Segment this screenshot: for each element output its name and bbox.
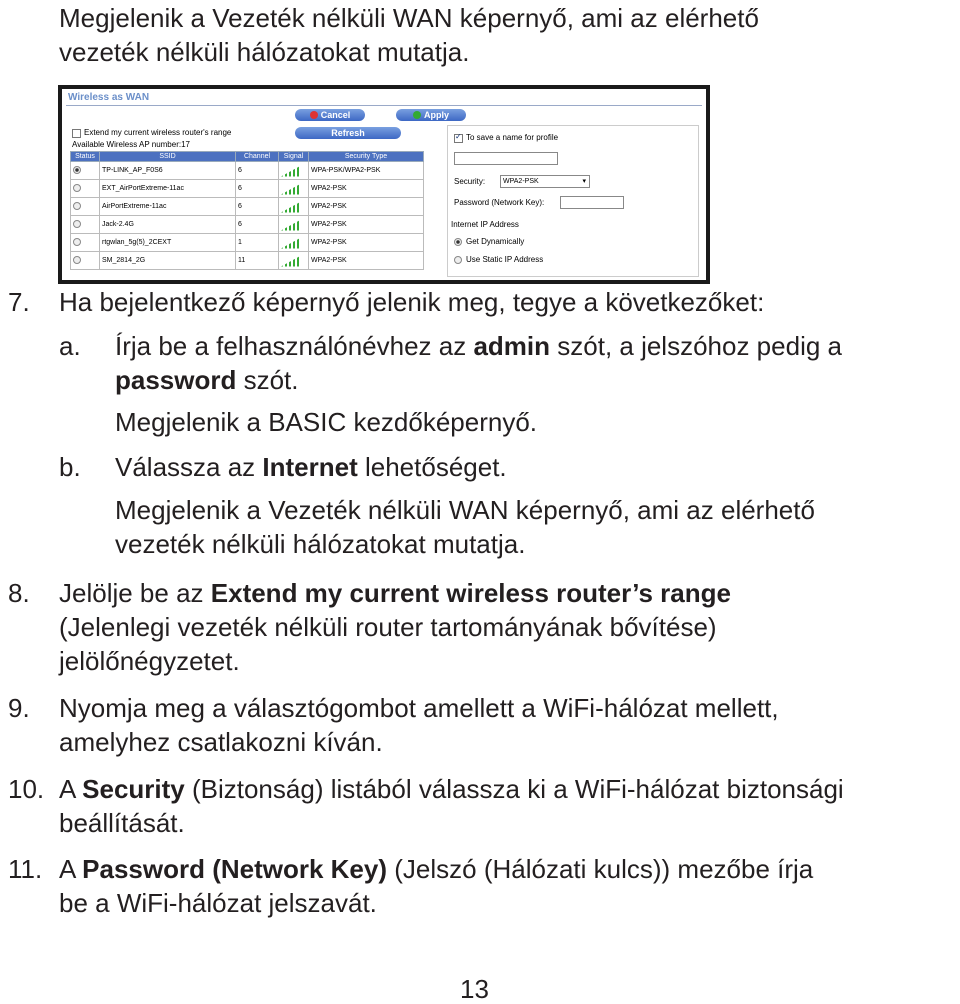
admin-keyword: admin — [473, 331, 551, 361]
ap-radio[interactable] — [73, 166, 81, 174]
cancel-button[interactable]: Cancel — [295, 109, 365, 121]
ap-radio[interactable] — [73, 202, 81, 210]
step-10-line-2: beállítását. — [59, 808, 185, 838]
ssid-cell: TP-LINK_AP_F0S6 — [100, 162, 236, 180]
dynamic-ip-radio[interactable] — [454, 238, 462, 246]
step-11-line-2: be a WiFi-hálózat jelszavát. — [59, 888, 377, 918]
screenshot-title: Wireless as WAN — [68, 92, 150, 103]
extend-range-label: Extend my current wireless router's range — [84, 128, 232, 137]
col-channel: Channel — [236, 152, 279, 162]
step-7b-letter: b. — [59, 452, 81, 482]
step-7b-line: Válassza az Internet lehetőséget. — [115, 452, 507, 482]
step-7a-result: Megjelenik a BASIC kezdőképernyő. — [115, 407, 538, 437]
step-7-number: 7. — [8, 287, 30, 317]
signal-icon — [281, 183, 303, 195]
security-cell: WPA2-PSK — [309, 180, 424, 198]
refresh-button[interactable]: Refresh — [295, 127, 401, 139]
apply-icon — [413, 111, 421, 119]
save-profile-checkbox[interactable] — [454, 134, 463, 143]
channel-cell: 6 — [236, 180, 279, 198]
step-9-number: 9. — [8, 693, 30, 723]
security-cell: WPA2-PSK — [309, 234, 424, 252]
ssid-cell: Jack-2.4G — [100, 216, 236, 234]
ssid-cell: EXT_AirPortExtreme-11ac — [100, 180, 236, 198]
step-7a-letter: a. — [59, 331, 81, 361]
password-keyword: password — [115, 365, 237, 395]
ap-radio[interactable] — [73, 238, 81, 246]
table-row — [71, 234, 424, 252]
signal-icon — [281, 255, 303, 267]
available-ap-count: Available Wireless AP number:17 — [72, 140, 190, 149]
step-9-line-1: Nyomja meg a választógombot amellett a WiFi-hálózat mellett, — [59, 693, 779, 723]
step-8-line-1: Jelölje be az Extend my current wireless router’s range — [59, 578, 731, 608]
ssid-cell: rtgwlan_5g(5)_2CEXT — [100, 234, 236, 252]
table-row — [71, 162, 424, 180]
table-row — [71, 216, 424, 234]
static-ip-label: Use Static IP Address — [466, 255, 544, 264]
ap-radio[interactable] — [73, 256, 81, 264]
ssid-cell: AirPortExtreme-11ac — [100, 198, 236, 216]
security-cell: WPA2-PSK — [309, 198, 424, 216]
step-8-line-3: jelölőnégyzetet. — [59, 646, 240, 676]
security-cell: WPA2-PSK — [309, 216, 424, 234]
channel-cell: 6 — [236, 162, 279, 180]
security-keyword: Security — [82, 774, 185, 804]
ap-table — [70, 151, 424, 270]
channel-cell: 6 — [236, 198, 279, 216]
step-10-number: 10. — [8, 774, 45, 804]
col-security: Security Type — [309, 152, 424, 162]
table-row — [71, 180, 424, 198]
col-signal: Signal — [279, 152, 309, 162]
signal-icon — [281, 165, 303, 177]
page-number: 13 — [460, 974, 489, 1004]
dynamic-ip-label: Get Dynamically — [466, 237, 525, 246]
step-7b-result-1: Megjelenik a Vezeték nélküli WAN képernyő, ami az elérhető — [115, 495, 815, 525]
step-8-line-2: (Jelenlegi vezeték nélküli router tartományának bővítése) — [59, 612, 717, 642]
step-11-line-1: A Password (Network Key) (Jelszó (Hálózati kulcs)) mezőbe írja — [59, 854, 814, 884]
security-select[interactable]: WPA2-PSK ▾ — [500, 175, 590, 188]
security-label: Security: — [454, 177, 486, 186]
step-7a-line-2: password szót. — [115, 365, 299, 395]
profile-panel — [447, 125, 699, 277]
col-status: Status — [71, 152, 100, 162]
security-cell: WPA-PSK/WPA2-PSK — [309, 162, 424, 180]
step-8-number: 8. — [8, 578, 30, 608]
channel-cell: 6 — [236, 216, 279, 234]
extend-range-checkbox[interactable] — [72, 129, 81, 138]
save-profile-label: To save a name for profile — [466, 133, 559, 142]
ssid-cell: SM_2814_2G — [100, 252, 236, 270]
password-input[interactable] — [560, 196, 624, 209]
signal-icon — [281, 219, 303, 231]
intro-line-2: vezeték nélküli hálózatokat mutatja. — [59, 37, 470, 67]
extend-keyword: Extend my current wireless router’s range — [210, 578, 731, 608]
title-divider — [66, 105, 702, 106]
channel-cell: 11 — [236, 252, 279, 270]
chevron-down-icon: ▾ — [582, 178, 586, 185]
step-7b-result-2: vezeték nélküli hálózatokat mutatja. — [115, 529, 526, 559]
step-7-text: Ha bejelentkező képernyő jelenik meg, tegye a következőket: — [59, 287, 765, 317]
step-10-line-1: A Security (Biztonság) listából válassza ki a WiFi-hálózat biztonsági — [59, 774, 844, 804]
intro-line-1: Megjelenik a Vezeték nélküli WAN képernyő, ami az elérhető — [59, 3, 759, 33]
wireless-wan-screenshot — [58, 85, 710, 284]
ap-radio[interactable] — [73, 220, 81, 228]
channel-cell: 1 — [236, 234, 279, 252]
signal-icon — [281, 237, 303, 249]
password-network-key-keyword: Password (Network Key) — [82, 854, 388, 884]
static-ip-radio[interactable] — [454, 256, 462, 264]
step-9-line-2: amelyhez csatlakozni kíván. — [59, 727, 383, 757]
cancel-icon — [310, 111, 318, 119]
internet-keyword: Internet — [262, 452, 358, 482]
signal-icon — [281, 201, 303, 213]
table-row — [71, 252, 424, 270]
password-label: Password (Network Key): — [454, 198, 545, 207]
step-7a-line-1: Írja be a felhasználónévhez az admin szót, a jelszóhoz pedig a — [115, 331, 842, 361]
step-11-number: 11. — [8, 854, 43, 884]
apply-button[interactable]: Apply — [396, 109, 466, 121]
table-row — [71, 198, 424, 216]
ip-heading: Internet IP Address — [451, 220, 519, 229]
security-cell: WPA2-PSK — [309, 252, 424, 270]
ap-radio[interactable] — [73, 184, 81, 192]
col-ssid: SSID — [100, 152, 236, 162]
profile-name-input[interactable] — [454, 152, 558, 165]
